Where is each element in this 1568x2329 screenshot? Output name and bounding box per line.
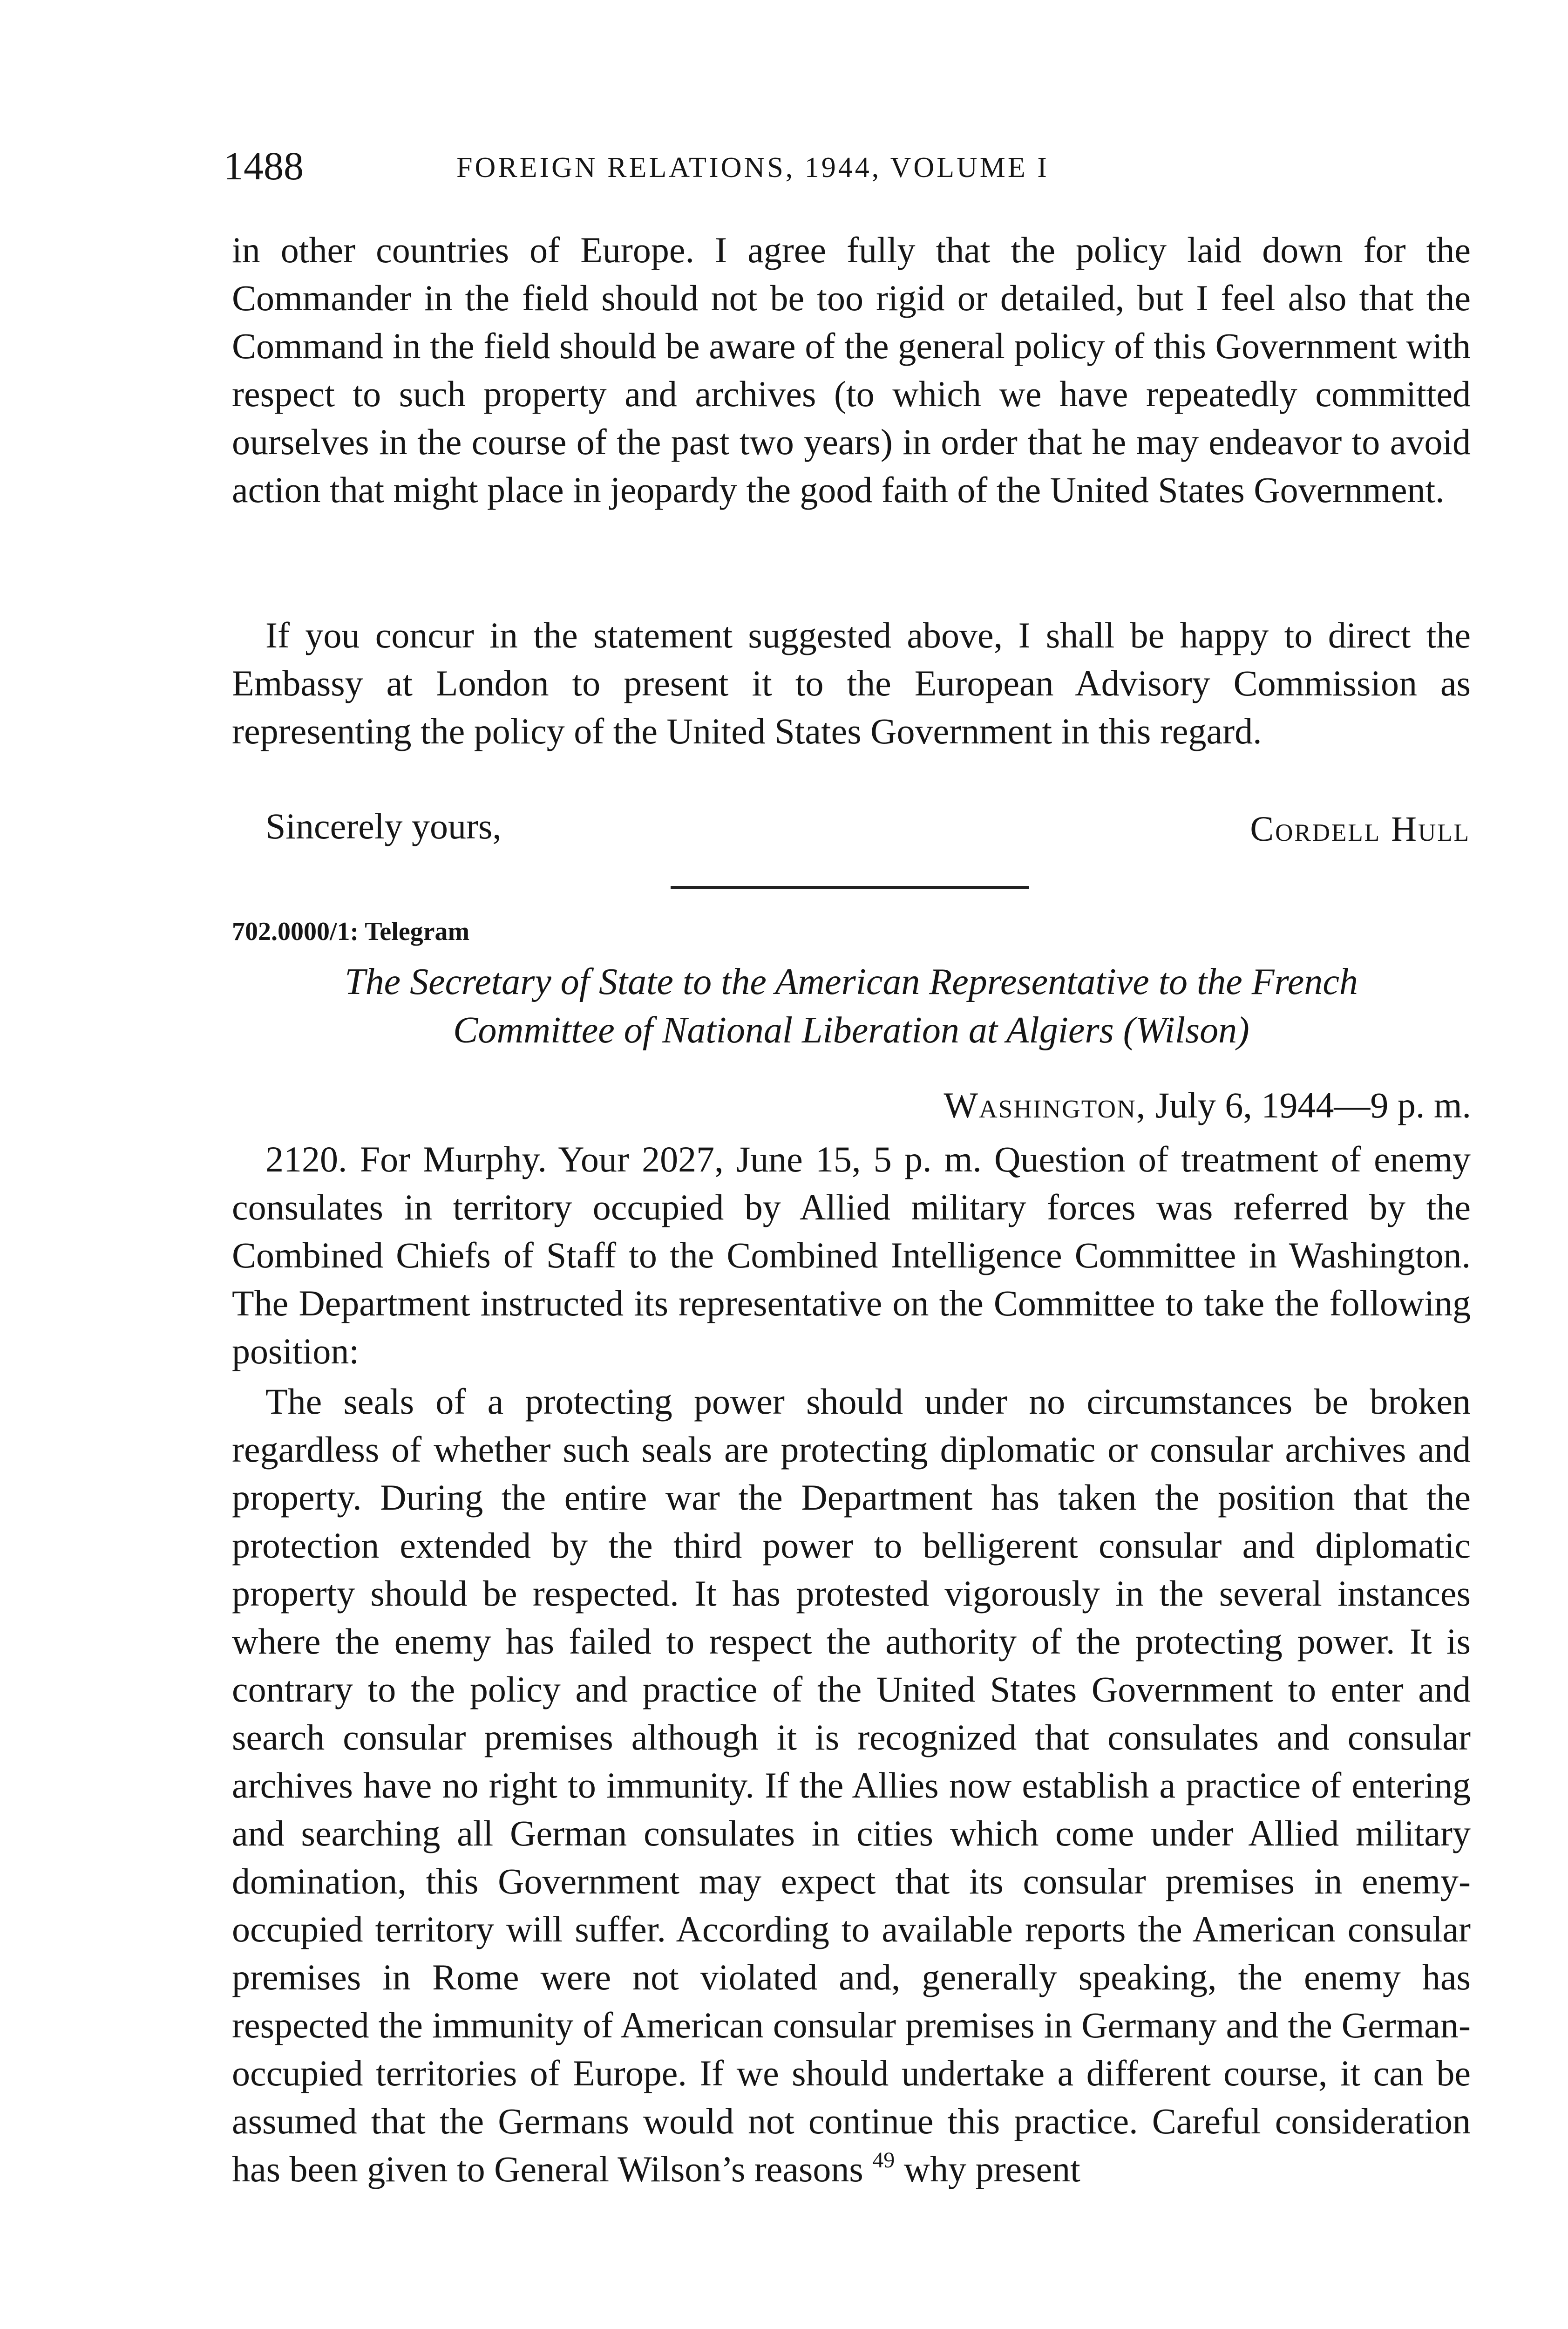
letter-concur-paragraph: If you concur in the statement suggested above, I shall be happy to direct the Embassy at London to present it to the European Advisory Commission as representing the policy of the United States Government in this regard. <box>232 615 1471 751</box>
letter-signature: Cordell Hull <box>1250 810 1470 849</box>
footnote-reference-49[interactable]: 49 <box>872 2148 895 2172</box>
dateline <box>944 1082 1471 1129</box>
telegram-paragraph: 2120. For Murphy. Your 2027, June 15, 5 p. m. Question of treatment of enemy consulates in territory occupied by Allied military forces was referred by the Combined Chiefs of Staff to the Combined Intelligence Committee in Washington. The Department instructed its representative on the Committee to take the following position: <box>232 1139 1471 1371</box>
running-head: FOREIGN RELATIONS, 1944, VOLUME I <box>456 152 1049 184</box>
letter-continued-paragraph: in other countries of Europe. I agree fully that the policy laid down for the Commander in the field should not be too rigid or detailed, but I feel also that the Command in the field should be aware of the general policy of this Government with respect to such property and archives (to which we have repeatedly committed ourselves in the course of the past two years) in order that he may endeavor to avoid action that might place in jeopardy the good faith of the United States Government. <box>232 230 1471 510</box>
seals-paragraph-text: The seals of a protecting power should under no circumstances be broken regardless of whether such seals are protecting diplomatic or consular archives and property. During the entire war the Department has taken the position that the protection extended by the third power to belligerent consular and diplomatic property should be respected. It has protested vigorously in the several instances where the enemy has failed to respect the authority of the protecting power. It is contrary to the policy and practice of the United States Government to enter and search consular premises although it is recognized that consulates and consular archives have no right to immunity. If the Allies now establish a practice of entering and searching all German consulates in cities which come under Allied military domination, this Government may expect that its consular premises in enemy-occupied territory will suffer. According to available reports the American consular premises in Rome were not violated and, generally speaking, the enemy has respected the immunity of American consular premises in Germany and the German-occupied territories of Europe. If we should undertake a different course, it can be assumed that the Germans would not continue this practice. Careful consideration has been given to General Wilson’s reasons <box>232 1381 1471 2189</box>
dateline-place: Washington, <box>944 1085 1147 1125</box>
dateline-date: July 6, 1944—9 p. m. <box>1155 1085 1471 1125</box>
document-title <box>232 958 1471 1055</box>
page-number: 1488 <box>224 143 304 188</box>
document-title-line-1: The Secretary of State to the American Representative to the French <box>345 961 1358 1002</box>
seals-paragraph <box>232 1377 1471 2329</box>
seals-paragraph-tail: why present <box>895 2149 1080 2189</box>
letter-closing: Sincerely yours, <box>265 806 502 846</box>
document-title-line-2: Committee of National Liberation at Algiers (Wilson) <box>453 1010 1249 1051</box>
section-divider <box>671 886 1029 889</box>
file-reference: 702.0000/1: Telegram <box>232 917 470 946</box>
page-header <box>224 143 1462 194</box>
